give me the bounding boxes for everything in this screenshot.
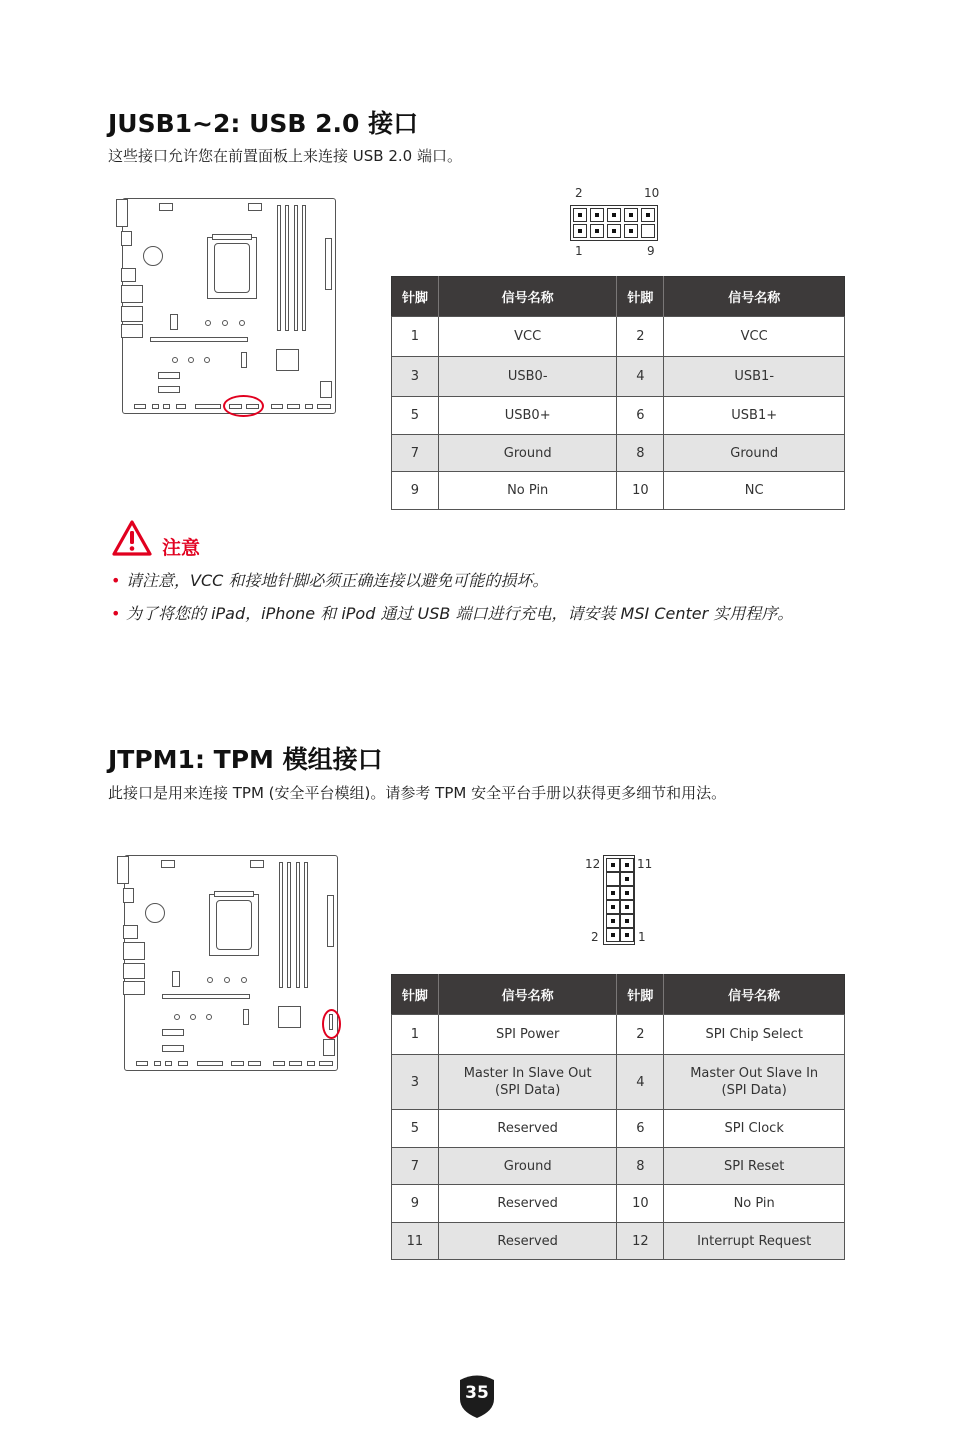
pin-label-top-right: 11 (637, 857, 653, 871)
table-header: 针脚 (617, 975, 664, 1015)
signal-name: VCC (664, 317, 845, 357)
pin-label-bottom-left: 2 (591, 930, 599, 944)
signal-name: USB1+ (664, 397, 845, 435)
signal-name: No Pin (664, 1185, 845, 1223)
pin-number: 4 (617, 1055, 664, 1110)
pin-number: 5 (392, 1110, 439, 1148)
tpm-pin-table (391, 974, 845, 1260)
signal-name: SPI Clock (664, 1110, 845, 1148)
signal-name: Ground (664, 435, 845, 472)
pin-number: 4 (617, 357, 664, 397)
signal-name: Master Out Slave In (SPI Data) (664, 1055, 845, 1110)
table-row (392, 435, 845, 472)
pin-label-top-left: 2 (575, 186, 583, 200)
signal-name: SPI Reset (664, 1148, 845, 1185)
tpm-header-highlight (322, 1009, 341, 1039)
signal-name: No Pin (438, 472, 617, 510)
table-row (392, 317, 845, 357)
note-item-text: 为了将您的 iPad，iPhone 和 iPod 通过 USB 端口进行充电，请安装 MSI Center 实用程序。 (126, 604, 794, 623)
pin-number: 6 (617, 397, 664, 435)
signal-name: USB0+ (438, 397, 617, 435)
pin-number: 5 (392, 397, 439, 435)
tpm-section-description: 此接口是用来连接 TPM (安全平台模组)。请参考 TPM 安全平台手册以获得更多细节和用法。 (108, 784, 727, 802)
table-row (392, 1223, 845, 1260)
signal-name: Ground (438, 1148, 617, 1185)
pin-label-bottom-right: 9 (647, 244, 655, 258)
signal-name: Reserved (438, 1223, 617, 1260)
note-title: 注意 (162, 537, 201, 559)
table-row (392, 1148, 845, 1185)
usb-section-title: JUSB1~2: USB 2.0 接口 (108, 109, 419, 138)
pin-label-top-left: 12 (585, 857, 601, 871)
tpm-section-title: JTPM1: TPM 模组接口 (108, 745, 383, 774)
note-item: • 为了将您的 iPad，iPhone 和 iPod 通过 USB 端口进行充电，请安装 MSI Center 实用程序。 (111, 604, 794, 623)
signal-name: Ground (438, 435, 617, 472)
signal-name: USB1- (664, 357, 845, 397)
pin-number: 2 (617, 317, 664, 357)
signal-name: SPI Chip Select (664, 1015, 845, 1055)
warning-icon (111, 519, 153, 557)
pin-number: 8 (617, 1148, 664, 1185)
signal-name: USB0- (438, 357, 617, 397)
pin-number: 7 (392, 1148, 439, 1185)
pin-number: 2 (617, 1015, 664, 1055)
table-header: 针脚 (617, 277, 664, 317)
page-number: 35 (465, 1383, 489, 1403)
usb-pin-table (391, 276, 845, 510)
pin-number: 1 (392, 1015, 439, 1055)
signal-name: Interrupt Request (664, 1223, 845, 1260)
note-item: • 请注意，VCC 和接地针脚必须正确连接以避免可能的损坏。 (111, 571, 549, 590)
pin-number: 9 (392, 472, 439, 510)
signal-name: NC (664, 472, 845, 510)
table-row (392, 397, 845, 435)
table-header: 信号名称 (664, 975, 845, 1015)
pin-number: 8 (617, 435, 664, 472)
signal-name: Reserved (438, 1110, 617, 1148)
table-row (392, 1110, 845, 1148)
signal-name: SPI Power (438, 1015, 617, 1055)
pin-number: 9 (392, 1185, 439, 1223)
pin-number: 3 (392, 357, 439, 397)
table-header: 信号名称 (664, 277, 845, 317)
table-header: 针脚 (392, 277, 439, 317)
table-header: 信号名称 (438, 277, 617, 317)
table-row (392, 1185, 845, 1223)
pin-number: 10 (617, 1185, 664, 1223)
table-row (392, 472, 845, 510)
pin-label-bottom-left: 1 (575, 244, 583, 258)
pin-number: 1 (392, 317, 439, 357)
usb-section-description: 这些接口允许您在前置面板上来连接 USB 2.0 端口。 (108, 147, 462, 165)
pin-number: 11 (392, 1223, 439, 1260)
pin-number: 3 (392, 1055, 439, 1110)
note-item-text: 请注意，VCC 和接地针脚必须正确连接以避免可能的损坏。 (126, 571, 549, 590)
pin-label-bottom-right: 1 (638, 930, 646, 944)
pin-number: 6 (617, 1110, 664, 1148)
usb-header-highlight (223, 395, 264, 417)
pin-number: 7 (392, 435, 439, 472)
pin-number: 12 (617, 1223, 664, 1260)
signal-name: VCC (438, 317, 617, 357)
table-row (392, 1055, 845, 1110)
pin-label-top-right: 10 (644, 186, 660, 200)
signal-name: Master In Slave Out (SPI Data) (438, 1055, 617, 1110)
table-row (392, 357, 845, 397)
table-header: 信号名称 (438, 975, 617, 1015)
pin-number: 10 (617, 472, 664, 510)
table-row (392, 1015, 845, 1055)
table-header: 针脚 (392, 975, 439, 1015)
signal-name: Reserved (438, 1185, 617, 1223)
